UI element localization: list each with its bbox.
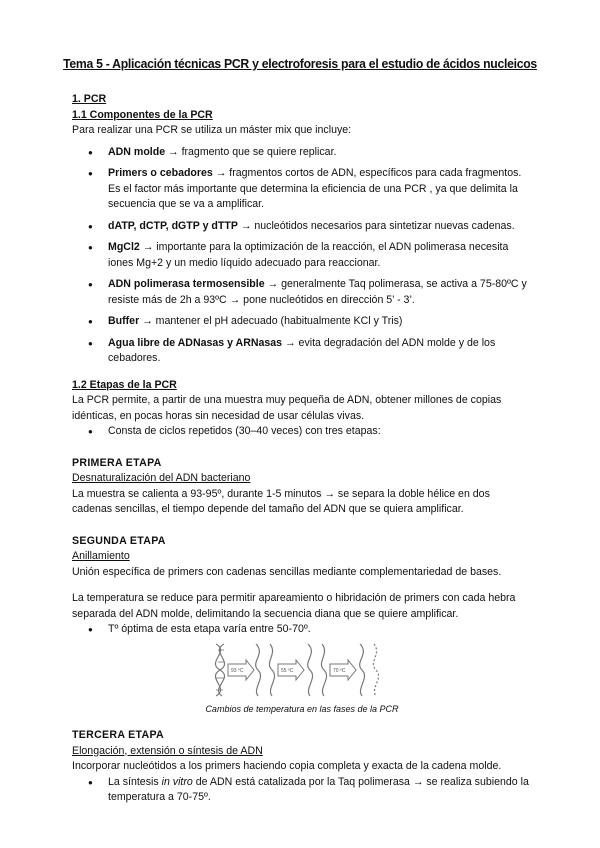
stage2-list xyxy=(72,622,532,638)
list-item xyxy=(72,277,532,308)
dna-strand xyxy=(360,644,365,696)
temp-label: 55 ºC xyxy=(281,667,294,674)
figure-caption: Cambios de temperatura en las fases de la PCR xyxy=(205,703,399,714)
document-body xyxy=(72,92,532,806)
item-text: → importante para la optimización de la reacción, el ADN polimerasa necesita iones Mg+2 y un medio líquido adecuado para reaccionar. xyxy=(108,241,509,269)
temp-label: 93 ºC xyxy=(231,667,244,674)
stage2-text2: La temperatura se reduce para permitir apareamiento o hibridación de primers con cada hebra separada del ADN molde, delimitando la secuencia diana que se quiere amplificar. xyxy=(72,592,516,620)
dna-strand xyxy=(269,644,274,696)
components-list xyxy=(72,145,532,367)
list-item: ● Consta de ciclos repetidos (30–40 veces) con tres etapas: xyxy=(72,424,532,440)
document-title: Tema 5 - Aplicación técnicas PCR y electroforesis para el estudio de ácidos nucleicos xyxy=(63,56,537,71)
etapas-paragraph: La PCR permite, a partir de una muestra muy pequeña de ADN, obtener millones de copias idénticas, en pocas horas sin necesidad de usar células vivas. xyxy=(72,394,502,422)
stage1-text: La muestra se calienta a 93-95º, durante 1-5 minutos → se separa la doble hélice en dos cadenas sencillas, el tiempo depende del tamaño del ADN que se quiera amplificar. xyxy=(72,487,490,515)
list-item xyxy=(72,219,532,235)
item-text: → mantener el pH adecuado (habitualmente KCl y Tris) xyxy=(139,315,403,327)
item-term: ADN polimerasa termosensible xyxy=(108,278,265,290)
list-item xyxy=(72,775,532,806)
stage3-list xyxy=(72,775,532,806)
list-item: ● Tº óptima de esta etapa varía entre 50-70º. xyxy=(72,622,532,638)
item-text: → evita degradación del ADN molde y de los cebadores. xyxy=(108,336,496,364)
stage2-name: Anillamiento xyxy=(72,550,130,562)
item-term: dATP, dCTP, dGTP y dTTP xyxy=(108,219,238,232)
list-item xyxy=(72,240,532,271)
etapas-list xyxy=(72,424,532,440)
list-item xyxy=(72,336,532,367)
item-term: ADN molde xyxy=(108,145,166,158)
stage3-name: Elongación, extensión o síntesis de ADN xyxy=(72,744,263,757)
intro-paragraph: Para realizar una PCR se utiliza un máster mix que incluye: xyxy=(72,124,352,136)
item-term: MgCl2 xyxy=(108,241,140,253)
list-item xyxy=(72,145,532,161)
item-term: Buffer xyxy=(108,315,140,327)
pcr-diagram xyxy=(212,642,388,698)
item-term: Primers o cebadores xyxy=(108,167,213,179)
list-item xyxy=(72,166,532,213)
dna-strand xyxy=(321,644,326,696)
item-text: → fragmentos cortos de ADN, específicos para cada fragmentos. Es el factor más importante que determina la eficiencia de una PCR , ya que delimita la secuencia que se va a amplificar. xyxy=(108,167,522,210)
dna-strand xyxy=(256,644,261,696)
dna-strand xyxy=(308,644,313,696)
stage2-text1: Unión específica de primers con cadenas sencillas mediante complementariedad de bases. xyxy=(72,565,502,578)
stage3-text: Incorporar nucleótidos a los primers haciendo copia completa y exacta de la cadena molde. xyxy=(72,760,502,772)
bullet-text: de ADN está catalizada por la Taq polimerasa → se realiza subiendo la temperatura a 70-75º. xyxy=(108,775,529,803)
dna-strand xyxy=(215,644,224,696)
item-text: → fragmento que se quiere replicar. xyxy=(165,145,337,158)
bullet-em: in vitro xyxy=(161,775,193,788)
subheading-componentes: 1.1 Componentes de la PCR xyxy=(72,108,213,121)
section-heading-pcr: 1. PCR xyxy=(72,93,107,105)
bullet-text: La síntesis xyxy=(108,775,162,788)
stage1-name: Desnaturalización del ADN bacteriano xyxy=(72,472,251,484)
dna-strand xyxy=(373,644,378,696)
stage2-heading: SEGUNDA ETAPA xyxy=(72,534,166,547)
subheading-etapas: 1.2 Etapas de la PCR xyxy=(72,378,177,391)
item-term: Agua libre de ADNasas y ARNasas xyxy=(108,336,283,349)
item-text: → generalmente Taq polimerasa, se activa a 75-80ºC y resiste más de 2h a 93ºC → pone nucleótidos en dirección 5’ - 3’. xyxy=(108,278,527,306)
item-text: → nucleótidos necesarios para sintetizar nuevas cadenas. xyxy=(237,219,515,232)
stage1-heading: PRIMERA ETAPA xyxy=(72,456,162,469)
pcr-figure xyxy=(72,642,532,700)
temp-label: 70 ºC xyxy=(333,667,346,674)
stage3-heading: TERCERA ETAPA xyxy=(72,729,164,741)
list-item xyxy=(72,314,532,330)
